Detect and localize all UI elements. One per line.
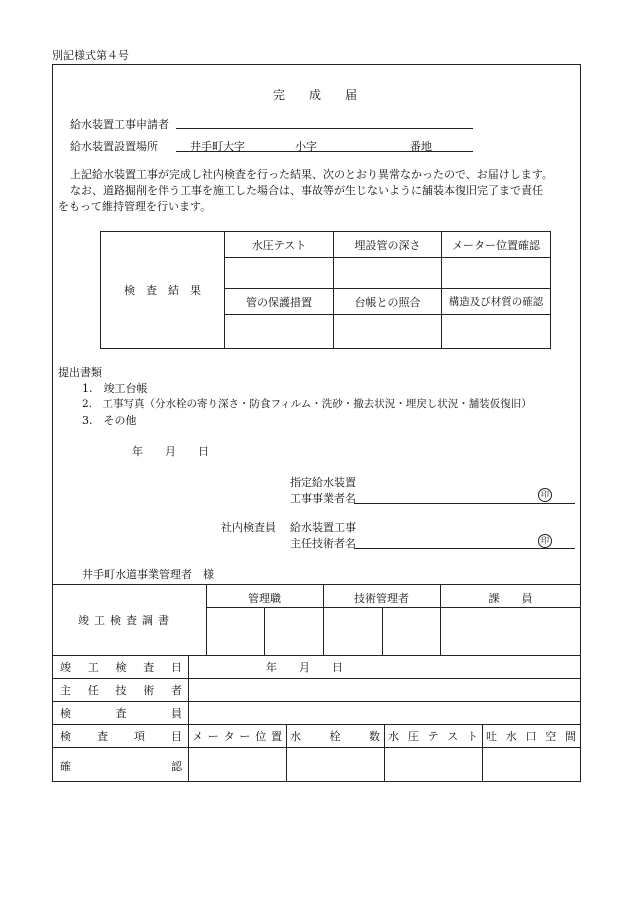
inspector-line-2: 主任技術者名 — [290, 537, 356, 550]
submission-date: 年 月 日 — [132, 445, 209, 458]
confirm-faucet-count[interactable] — [287, 748, 383, 781]
inspection-date-value[interactable]: 年 月 日 — [266, 661, 343, 674]
confirm-pressure-test[interactable] — [385, 748, 481, 781]
header-pipe-depth: 埋設管の深さ — [334, 232, 442, 258]
inspector-input-line[interactable] — [354, 548, 575, 549]
location-koaza: 小字 — [295, 140, 317, 153]
header-tech-manager: 技術管理者 — [354, 592, 409, 605]
header-pipe-protection: 管の保護措置 — [225, 289, 334, 315]
applicant-label: 給水装置工事申請者 — [70, 118, 169, 131]
location-input-line[interactable] — [176, 151, 473, 152]
form-title: 完 成 届 — [272, 88, 357, 102]
result-structure-material[interactable] — [442, 315, 551, 349]
header-structure-material: 構造及び材質の確認 — [442, 289, 551, 315]
row-label-confirm: 確認 — [60, 760, 182, 773]
location-banchi: 番地 — [410, 140, 432, 153]
completion-record-label — [78, 612, 182, 628]
section-divider — [52, 584, 581, 585]
row-label-inspector: 検査員 — [60, 707, 182, 720]
result-meter-position[interactable] — [442, 258, 551, 289]
designated-seal-icon: 印 — [538, 488, 552, 502]
stamp-manager-1[interactable] — [207, 608, 263, 654]
documents-heading: 提出書類 — [58, 366, 102, 379]
applicant-input-line[interactable] — [176, 128, 473, 129]
item-meter-position: メーター位置 — [192, 730, 282, 743]
header-manager: 管理職 — [248, 592, 281, 605]
form-number: 別記様式第４号 — [52, 49, 129, 62]
stamp-staff[interactable] — [441, 608, 580, 654]
row-label-inspection-date: 竣工検査日 — [60, 661, 182, 674]
body-text-line-2: なお、道路掘削を伴う工事を施工した場合は、事故等が生じないように舗装本復旧完了まで責任 — [70, 184, 543, 197]
inspector-field[interactable] — [190, 703, 579, 723]
document-item-3: 3. その他 — [82, 414, 137, 427]
document-item-2: 2. 工事写真（分水栓の寄り深さ・防食フィルム・洗砂・撤去状況・埋戻し状況・舗装仮復旧） — [82, 398, 532, 410]
chief-engineer-field[interactable] — [190, 680, 579, 700]
item-pressure-test: 水圧テスト — [388, 730, 478, 743]
addressee: 井手町水道事業管理者 様 — [82, 568, 214, 581]
designated-line-2: 工事事業者名 — [290, 492, 356, 505]
row-label-chief-engineer: 主任技術者 — [60, 684, 182, 697]
stamp-tech-manager-1[interactable] — [324, 608, 381, 654]
designated-input-line[interactable] — [354, 503, 575, 504]
header-pressure-test: 水圧テスト — [225, 232, 334, 258]
inspector-line-1: 給水装置工事 — [290, 521, 356, 534]
result-ledger-check[interactable] — [334, 315, 442, 349]
header-ledger-check: 台帳との照合 — [334, 289, 442, 315]
inspector-seal-icon: 印 — [538, 534, 552, 548]
header-staff: 課 員 — [488, 592, 533, 605]
stamp-manager-2[interactable] — [265, 608, 322, 654]
row-label-inspection-items: 検査項目 — [60, 730, 182, 743]
body-text-line-1: 上記給水装置工事が完成し社内検査を行った結果、次のとおり異常なかったので、お届けします。 — [70, 168, 553, 181]
inspector-prefix: 社内検査員 — [221, 521, 276, 534]
location-town: 井手町大字 — [190, 140, 245, 153]
item-outlet-gap: 吐水口空間 — [486, 730, 576, 743]
result-pipe-protection[interactable] — [225, 315, 334, 349]
body-text-line-3: をもって維持管理を行います。 — [58, 200, 212, 213]
stamp-tech-manager-2[interactable] — [383, 608, 439, 654]
confirm-outlet-gap[interactable] — [483, 748, 580, 781]
location-label: 給水装置設置場所 — [70, 140, 158, 153]
document-item-1: 1. 竣工台帳 — [82, 382, 148, 395]
result-pipe-depth[interactable] — [334, 258, 442, 289]
inspection-row-label: 検 査 結 果 — [101, 232, 225, 349]
result-pressure-test[interactable] — [225, 258, 334, 289]
item-faucet-count: 水 栓 数 — [290, 730, 380, 743]
inspection-table — [100, 231, 551, 349]
designated-line-1: 指定給水装置 — [290, 476, 356, 489]
completion-record-text: 竣工検査調書 — [78, 614, 174, 627]
header-meter-position: メーター位置確認 — [442, 232, 551, 258]
confirm-meter-position[interactable] — [189, 748, 285, 781]
